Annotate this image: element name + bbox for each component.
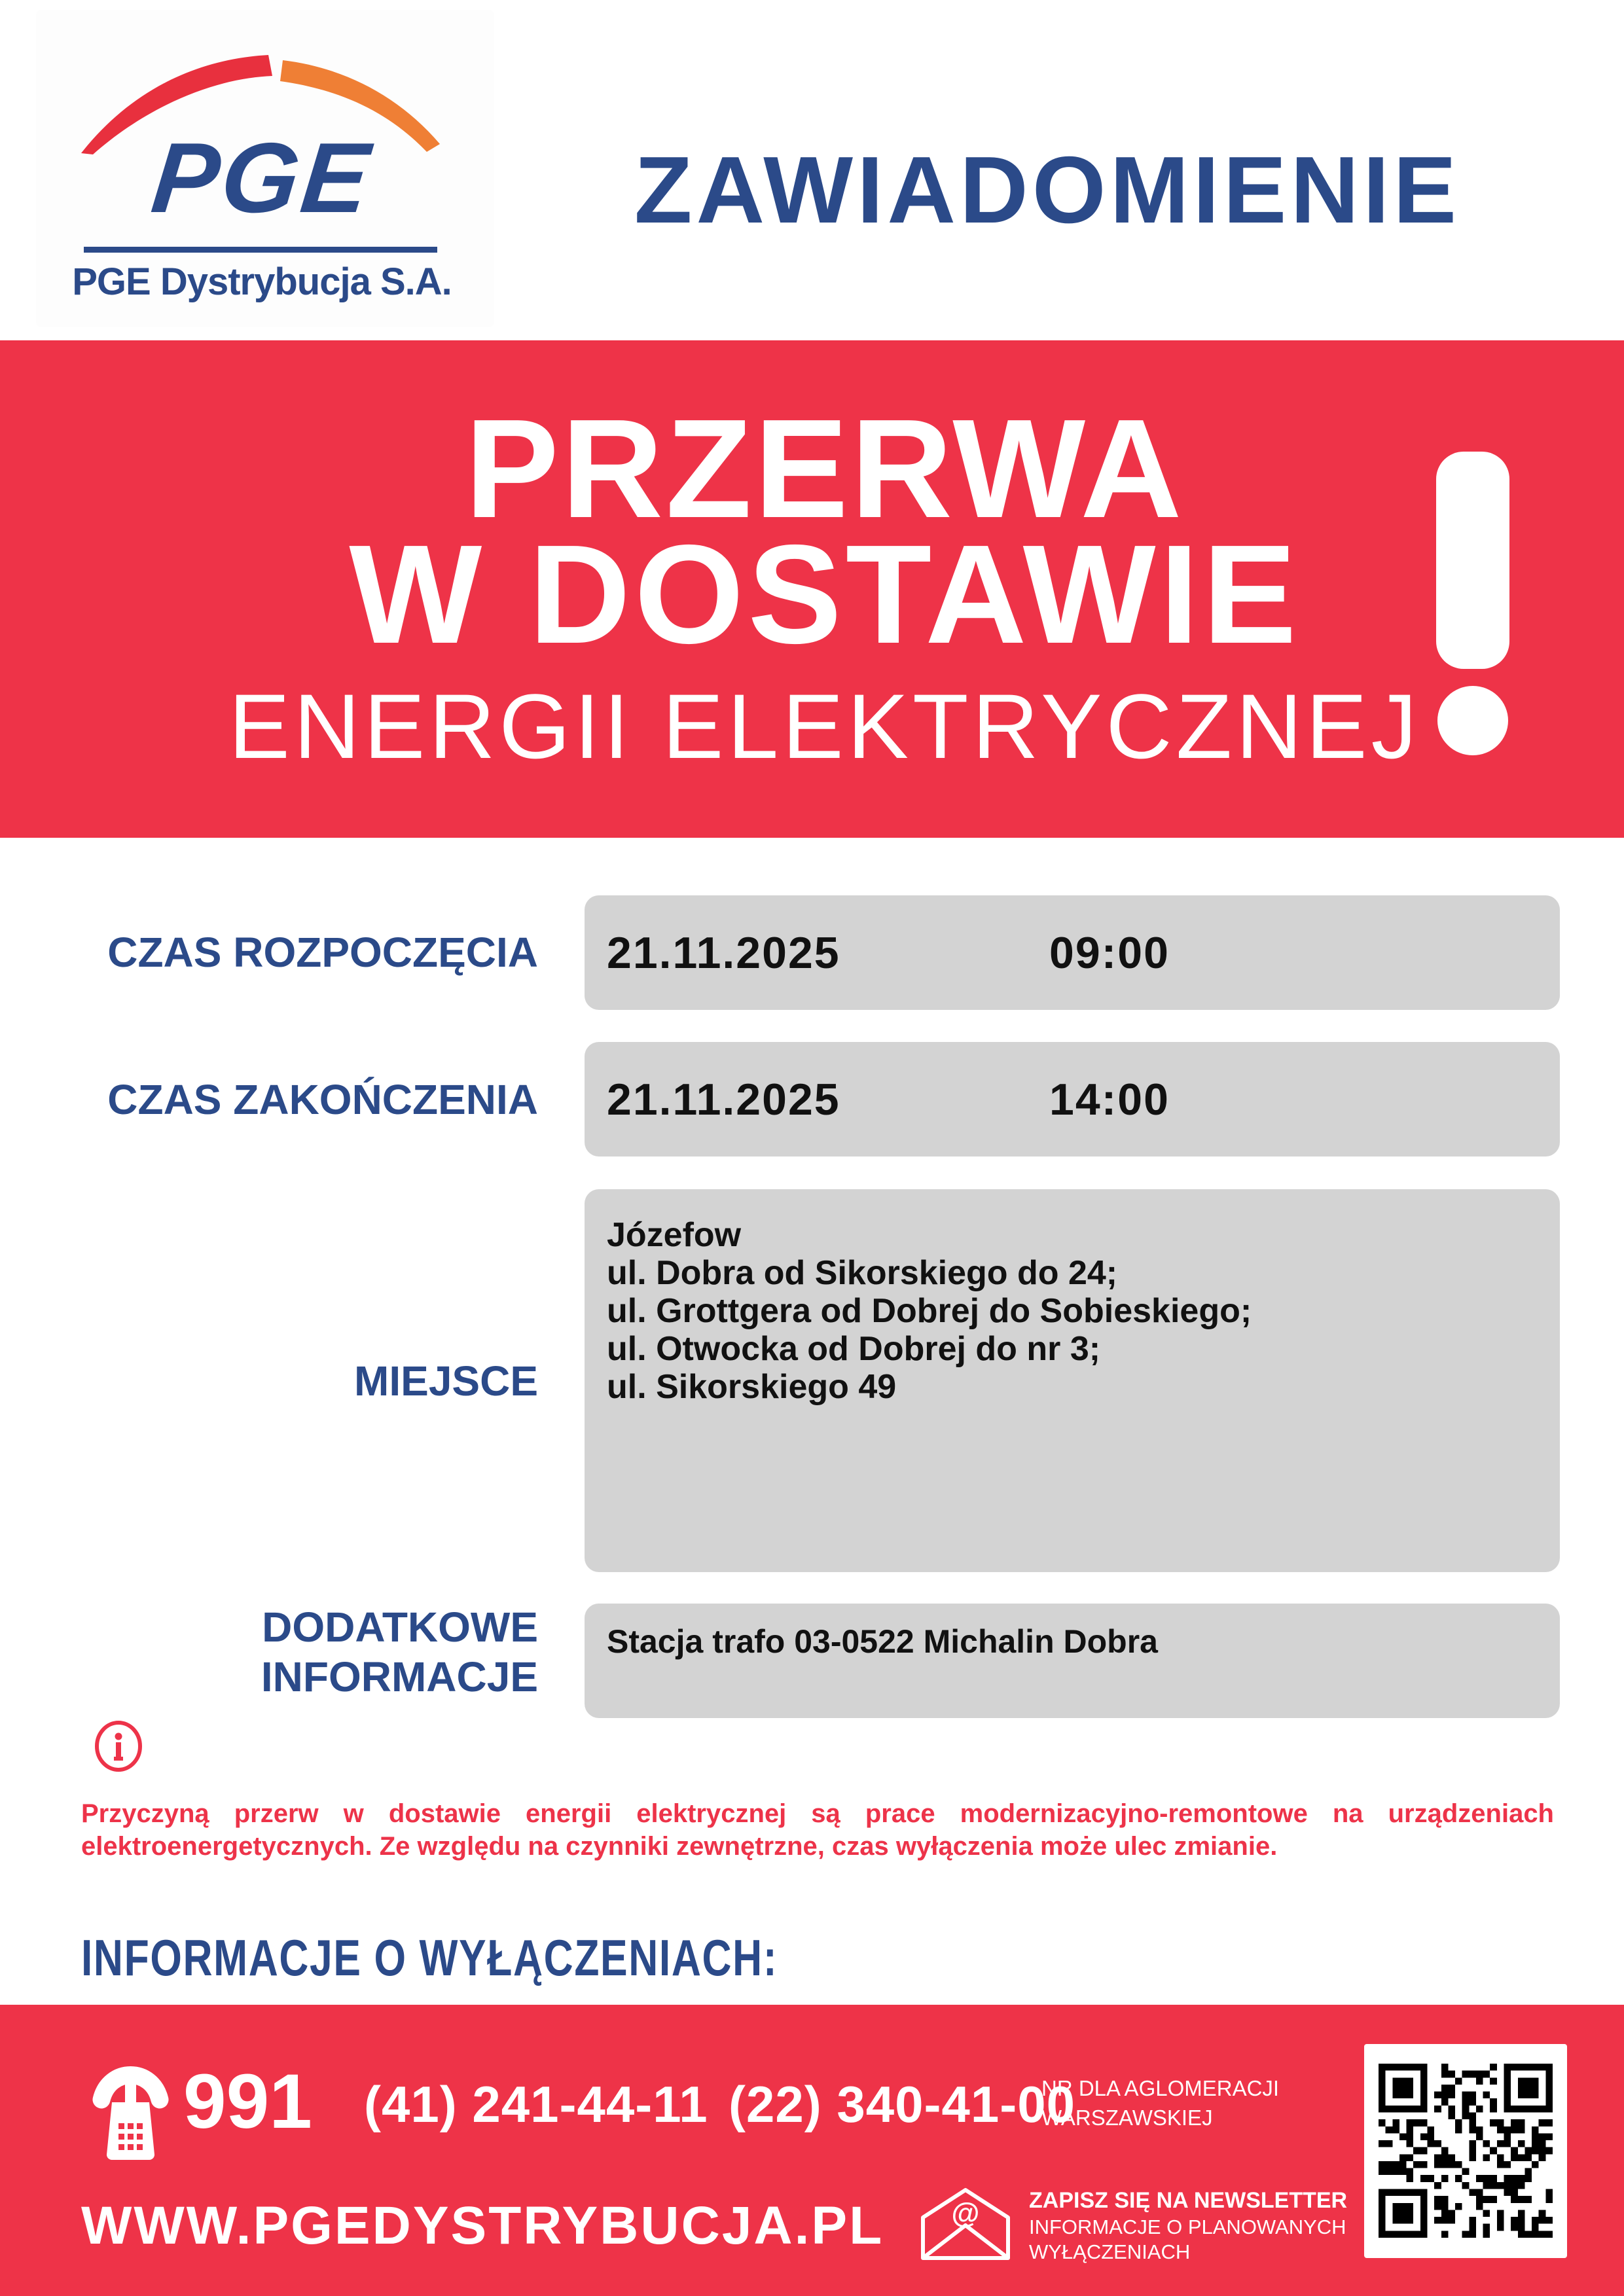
notice-line-1: Przyczyną przerw w dostawie energii elektrycznej są prace modernizacyjno-remontowe na urządzeniach: [81, 1799, 1554, 1828]
end-time-label: CZAS ZAKOŃCZENIA: [107, 1076, 538, 1123]
phone-number-2: (22) 340-41-00: [729, 2075, 1075, 2133]
qr-code: [1364, 2044, 1567, 2258]
emergency-number: 991: [183, 2058, 312, 2145]
place-street: ul. Sikorskiego 49: [607, 1368, 897, 1406]
start-time-box: [585, 895, 1560, 1010]
phone-icon: [90, 2060, 171, 2160]
alert-banner: [0, 340, 1624, 838]
logo-divider: [84, 247, 437, 253]
end-time: 14:00: [1049, 1074, 1170, 1124]
extra-info-label: DODATKOWE INFORMACJE: [261, 1604, 538, 1700]
logo-company-name: PGE Dystrybucja S.A.: [72, 260, 452, 303]
notice-line-2: elektroenergetycznych. Ze względu na czynniki zewnętrzne, czas wyłączenia może ulec zmianie.: [81, 1832, 1278, 1861]
end-date: 21.11.2025: [607, 1074, 840, 1124]
newsletter-block: [1029, 2186, 1347, 2265]
start-time: 09:00: [1049, 927, 1170, 978]
newsletter-envelope-icon: [916, 2185, 1015, 2262]
phone-number-1: (41) 241-44-11: [364, 2075, 708, 2133]
at-symbol: @: [951, 2197, 980, 2229]
phone-2-note: NR DLA AGLOMERACJI WARSZAWSKIEJ: [1041, 2076, 1280, 2130]
info-icon: [94, 1721, 143, 1772]
exclamation-icon: [1436, 452, 1509, 669]
extra-info-box: [585, 1604, 1560, 1718]
place-box: [585, 1189, 1560, 1572]
banner-line-2: W DOSTAWIE: [349, 515, 1301, 673]
place-street: ul. Grottgera od Dobrej do Sobieskiego;: [607, 1292, 1252, 1330]
place-city: Józefow: [607, 1216, 742, 1254]
website-url: WWW.PGEDYSTRYBUCJA.PL: [81, 2196, 884, 2255]
page-title: ZAWIADOMIENIE: [634, 137, 1461, 243]
place-label: MIEJSCE: [354, 1357, 538, 1405]
newsletter-sub-2: WYŁĄCZENIACH: [1029, 2240, 1191, 2263]
end-time-box: [585, 1042, 1560, 1157]
pge-logo-text: PGE: [147, 122, 377, 234]
place-street: ul. Otwocka od Dobrej do nr 3;: [607, 1330, 1101, 1368]
start-date: 21.11.2025: [607, 927, 840, 978]
banner-line-1: PRZERWA: [465, 389, 1185, 547]
exclamation-dot-icon: [1437, 686, 1508, 755]
start-time-label: CZAS ROZPOCZĘCIA: [107, 929, 538, 976]
place-street: ul. Dobra od Sikorskiego do 24;: [607, 1254, 1118, 1292]
extra-info-value: Stacja trafo 03-0522 Michalin Dobra: [607, 1623, 1158, 1660]
outage-info-heading: INFORMACJE O WYŁĄCZENIACH:: [81, 1929, 778, 1986]
banner-line-3: ENERGII ELEKTRYCZNEJ: [228, 675, 1421, 778]
newsletter-title: ZAPISZ SIĘ NA NEWSLETTER: [1029, 2188, 1348, 2213]
outage-reason-notice: [81, 1797, 1554, 1863]
newsletter-sub-1: INFORMACJE O PLANOWANYCH: [1029, 2215, 1346, 2238]
